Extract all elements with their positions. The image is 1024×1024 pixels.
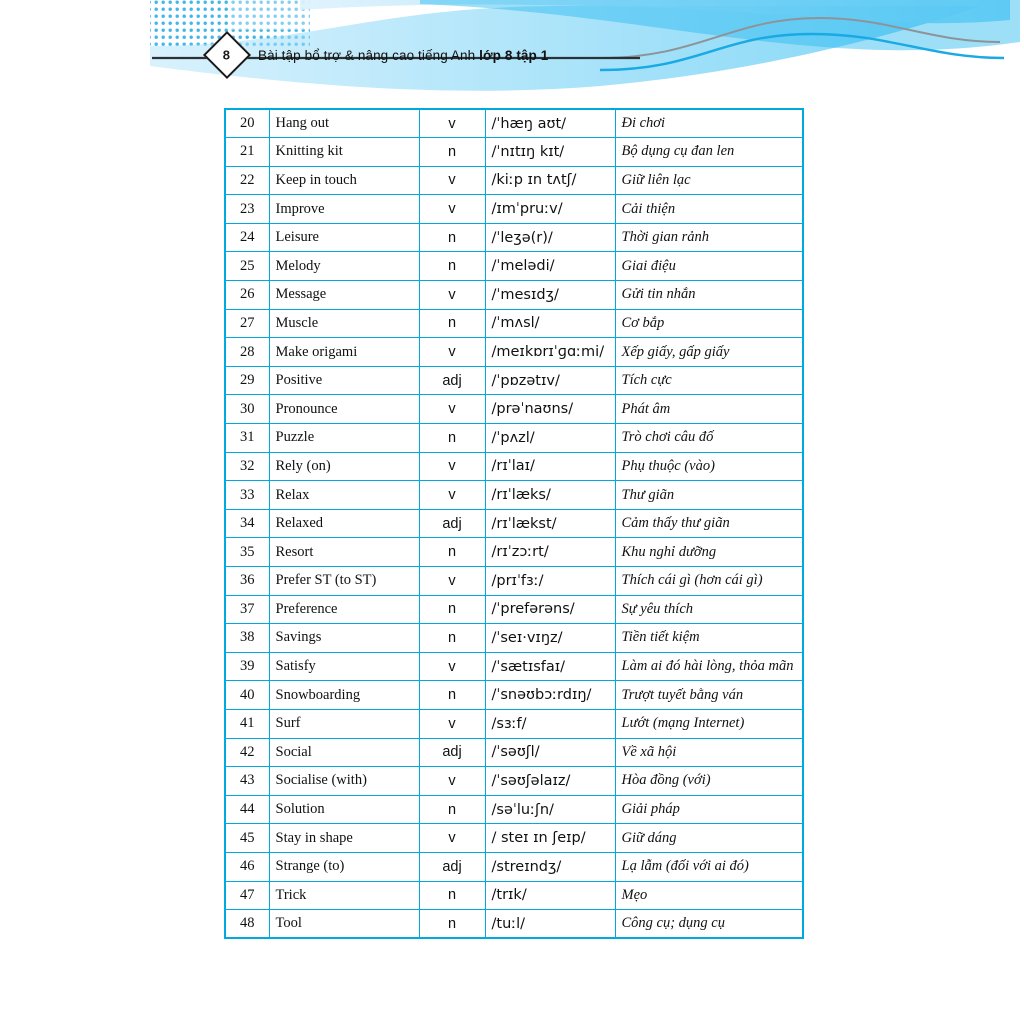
cell-meaning: Thư giãn <box>615 481 803 510</box>
cell-pos: v <box>419 767 485 796</box>
cell-ipa: /rɪˈlækst/ <box>485 509 615 538</box>
cell-pos: v <box>419 452 485 481</box>
cell-ipa: /ˈmelədi/ <box>485 252 615 281</box>
cell-word: Solution <box>269 795 419 824</box>
cell-ipa: /kiːp ɪn tʌtʃ/ <box>485 166 615 195</box>
cell-no: 41 <box>225 709 269 738</box>
cell-no: 31 <box>225 424 269 453</box>
cell-meaning: Tiền tiết kiệm <box>615 624 803 653</box>
cell-meaning: Thời gian rảnh <box>615 223 803 252</box>
cell-word: Puzzle <box>269 424 419 453</box>
page-title-lop: lớp <box>479 47 505 63</box>
cell-word: Socialise (with) <box>269 767 419 796</box>
cell-ipa: /ˈsætɪsfaɪ/ <box>485 652 615 681</box>
cell-word: Tool <box>269 910 419 939</box>
cell-no: 22 <box>225 166 269 195</box>
page-title <box>258 48 548 63</box>
table-row <box>225 481 803 510</box>
table-row <box>225 624 803 653</box>
page-title-tap-number: 1 <box>540 47 549 63</box>
cell-pos: v <box>419 338 485 367</box>
cell-ipa: /rɪˈlaɪ/ <box>485 452 615 481</box>
cell-meaning: Giữ dáng <box>615 824 803 853</box>
table-row <box>225 252 803 281</box>
cell-meaning: Cải thiện <box>615 195 803 224</box>
cell-meaning: Công cụ; dụng cụ <box>615 910 803 939</box>
cell-meaning: Cơ bắp <box>615 309 803 338</box>
cell-no: 23 <box>225 195 269 224</box>
cell-ipa: / steɪ ɪn ʃeɪp/ <box>485 824 615 853</box>
table-row <box>225 338 803 367</box>
cell-pos: v <box>419 709 485 738</box>
cell-no: 42 <box>225 738 269 767</box>
cell-no: 44 <box>225 795 269 824</box>
cell-ipa: /meɪkɒrɪˈɡɑːmi/ <box>485 338 615 367</box>
cell-ipa: /prəˈnaʊns/ <box>485 395 615 424</box>
cell-ipa: /ˈmʌsl/ <box>485 309 615 338</box>
cell-pos: n <box>419 624 485 653</box>
cell-ipa: /ˈsnəʊbɔːrdɪŋ/ <box>485 681 615 710</box>
table-row <box>225 824 803 853</box>
cell-no: 43 <box>225 767 269 796</box>
page-title-tap: tập <box>512 47 541 63</box>
table-row <box>225 652 803 681</box>
cell-ipa: /ˈmesɪdʒ/ <box>485 281 615 310</box>
table-row <box>225 395 803 424</box>
cell-word: Knitting kit <box>269 138 419 167</box>
cell-pos: adj <box>419 738 485 767</box>
cell-word: Satisfy <box>269 652 419 681</box>
vocabulary-table-container <box>224 108 802 939</box>
table-row <box>225 567 803 596</box>
cell-word: Snowboarding <box>269 681 419 710</box>
cell-word: Surf <box>269 709 419 738</box>
cell-word: Pronounce <box>269 395 419 424</box>
table-row <box>225 767 803 796</box>
cell-word: Resort <box>269 538 419 567</box>
cell-ipa: /ɪmˈpruːv/ <box>485 195 615 224</box>
cell-word: Strange (to) <box>269 852 419 881</box>
cell-pos: n <box>419 910 485 939</box>
table-row <box>225 681 803 710</box>
cell-meaning: Gửi tin nhắn <box>615 281 803 310</box>
cell-pos: v <box>419 395 485 424</box>
table-row <box>225 195 803 224</box>
cell-no: 24 <box>225 223 269 252</box>
cell-no: 27 <box>225 309 269 338</box>
cell-pos: n <box>419 881 485 910</box>
cell-meaning: Thích cái gì (hơn cái gì) <box>615 567 803 596</box>
table-row <box>225 881 803 910</box>
cell-word: Message <box>269 281 419 310</box>
cell-pos: n <box>419 252 485 281</box>
cell-ipa: /trɪk/ <box>485 881 615 910</box>
cell-no: 48 <box>225 910 269 939</box>
cell-no: 30 <box>225 395 269 424</box>
table-row <box>225 709 803 738</box>
table-row <box>225 509 803 538</box>
cell-ipa: /prɪˈfɜː/ <box>485 567 615 596</box>
page-title-main: Bài tập bổ trợ & nâng cao tiếng Anh <box>258 47 480 63</box>
cell-ipa: /ˈleʒə(r)/ <box>485 223 615 252</box>
cell-pos: n <box>419 538 485 567</box>
cell-meaning: Về xã hội <box>615 738 803 767</box>
table-row <box>225 309 803 338</box>
cell-no: 35 <box>225 538 269 567</box>
vocabulary-table <box>224 108 804 939</box>
cell-ipa: /ˈnɪtɪŋ kɪt/ <box>485 138 615 167</box>
cell-word: Muscle <box>269 309 419 338</box>
cell-ipa: /tuːl/ <box>485 910 615 939</box>
table-row <box>225 366 803 395</box>
table-row <box>225 109 803 138</box>
table-row <box>225 452 803 481</box>
cell-pos: v <box>419 481 485 510</box>
cell-meaning: Cảm thấy thư giãn <box>615 509 803 538</box>
table-row <box>225 166 803 195</box>
table-row <box>225 281 803 310</box>
cell-word: Trick <box>269 881 419 910</box>
cell-ipa: /ˈseɪ·vɪŋz/ <box>485 624 615 653</box>
table-row <box>225 910 803 939</box>
cell-meaning: Lạ lẫm (đối với ai đó) <box>615 852 803 881</box>
cell-meaning: Phụ thuộc (vào) <box>615 452 803 481</box>
cell-word: Improve <box>269 195 419 224</box>
cell-ipa: /ˈpɒzətɪv/ <box>485 366 615 395</box>
cell-pos: n <box>419 681 485 710</box>
cell-word: Savings <box>269 624 419 653</box>
table-row <box>225 538 803 567</box>
cell-meaning: Tích cực <box>615 366 803 395</box>
cell-pos: v <box>419 109 485 138</box>
cell-no: 26 <box>225 281 269 310</box>
page-title-lop-number: 8 <box>504 47 513 63</box>
cell-word: Stay in shape <box>269 824 419 853</box>
cell-pos: adj <box>419 852 485 881</box>
cell-pos: n <box>419 595 485 624</box>
cell-word: Relax <box>269 481 419 510</box>
cell-no: 28 <box>225 338 269 367</box>
cell-pos: n <box>419 424 485 453</box>
cell-no: 36 <box>225 567 269 596</box>
cell-pos: adj <box>419 509 485 538</box>
cell-ipa: /sɜːf/ <box>485 709 615 738</box>
cell-meaning: Giữ liên lạc <box>615 166 803 195</box>
table-row <box>225 852 803 881</box>
cell-no: 21 <box>225 138 269 167</box>
cell-word: Relaxed <box>269 509 419 538</box>
cell-meaning: Sự yêu thích <box>615 595 803 624</box>
cell-meaning: Phát âm <box>615 395 803 424</box>
cell-ipa: /streɪndʒ/ <box>485 852 615 881</box>
cell-word: Rely (on) <box>269 452 419 481</box>
cell-ipa: /ˈsəʊʃəlaɪz/ <box>485 767 615 796</box>
cell-ipa: /səˈluːʃn/ <box>485 795 615 824</box>
cell-ipa: /ˈprefərəns/ <box>485 595 615 624</box>
header-title-group <box>210 40 548 70</box>
cell-pos: adj <box>419 366 485 395</box>
cell-pos: n <box>419 138 485 167</box>
cell-word: Positive <box>269 366 419 395</box>
cell-meaning: Trò chơi câu đố <box>615 424 803 453</box>
cell-meaning: Giải pháp <box>615 795 803 824</box>
page-number: 8 <box>223 47 231 63</box>
cell-pos: v <box>419 166 485 195</box>
cell-no: 45 <box>225 824 269 853</box>
cell-no: 34 <box>225 509 269 538</box>
cell-meaning: Hòa đồng (với) <box>615 767 803 796</box>
page-header <box>0 0 1024 100</box>
cell-pos: v <box>419 824 485 853</box>
cell-ipa: /ˈsəʊʃl/ <box>485 738 615 767</box>
cell-ipa: /rɪˈzɔːrt/ <box>485 538 615 567</box>
cell-ipa: /ˈhæŋ aʊt/ <box>485 109 615 138</box>
cell-no: 32 <box>225 452 269 481</box>
cell-meaning: Lướt (mạng Internet) <box>615 709 803 738</box>
table-row <box>225 738 803 767</box>
cell-no: 47 <box>225 881 269 910</box>
cell-no: 46 <box>225 852 269 881</box>
cell-meaning: Đi chơi <box>615 109 803 138</box>
table-row <box>225 138 803 167</box>
cell-no: 39 <box>225 652 269 681</box>
cell-word: Social <box>269 738 419 767</box>
cell-ipa: /rɪˈlæks/ <box>485 481 615 510</box>
table-row <box>225 595 803 624</box>
table-row <box>225 223 803 252</box>
cell-word: Prefer ST (to ST) <box>269 567 419 596</box>
cell-pos: v <box>419 567 485 596</box>
cell-pos: v <box>419 652 485 681</box>
table-row <box>225 795 803 824</box>
cell-no: 20 <box>225 109 269 138</box>
cell-no: 29 <box>225 366 269 395</box>
cell-word: Hang out <box>269 109 419 138</box>
cell-meaning: Giai điệu <box>615 252 803 281</box>
cell-pos: n <box>419 223 485 252</box>
cell-word: Melody <box>269 252 419 281</box>
cell-no: 38 <box>225 624 269 653</box>
cell-word: Leisure <box>269 223 419 252</box>
cell-pos: n <box>419 795 485 824</box>
cell-no: 33 <box>225 481 269 510</box>
cell-meaning: Xếp giấy, gấp giấy <box>615 338 803 367</box>
cell-pos: v <box>419 281 485 310</box>
cell-word: Preference <box>269 595 419 624</box>
cell-no: 37 <box>225 595 269 624</box>
cell-pos: v <box>419 195 485 224</box>
cell-meaning: Bộ dụng cụ đan len <box>615 138 803 167</box>
cell-meaning: Mẹo <box>615 881 803 910</box>
cell-meaning: Làm ai đó hài lòng, thỏa mãn <box>615 652 803 681</box>
cell-meaning: Trượt tuyết bằng ván <box>615 681 803 710</box>
cell-no: 25 <box>225 252 269 281</box>
cell-ipa: /ˈpʌzl/ <box>485 424 615 453</box>
cell-word: Make origami <box>269 338 419 367</box>
table-row <box>225 424 803 453</box>
cell-pos: n <box>419 309 485 338</box>
cell-meaning: Khu nghỉ dưỡng <box>615 538 803 567</box>
cell-no: 40 <box>225 681 269 710</box>
cell-word: Keep in touch <box>269 166 419 195</box>
